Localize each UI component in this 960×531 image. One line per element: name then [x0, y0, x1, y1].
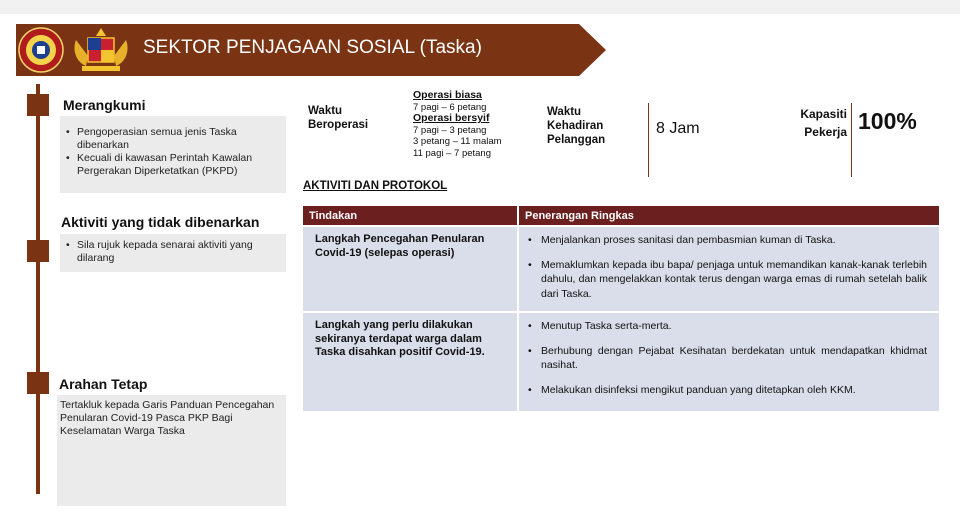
bersyif-time-3: 11 pagi – 7 petang	[413, 147, 492, 159]
list-item: • Kecuali di kawasan Perintah Kawalan Pergerakan Diperketatkan (PKPD)	[64, 152, 280, 178]
tidak-dibenarkan-box	[60, 234, 286, 272]
timeline-marker-2	[27, 240, 49, 262]
kapasiti-label-line2: Pekerja	[804, 125, 847, 139]
kehadiran-value: 8 Jam	[656, 120, 700, 137]
table-row	[303, 311, 939, 411]
table-header	[303, 206, 939, 225]
timeline-line	[36, 84, 40, 494]
kehadiran-label-line1: Waktu	[547, 106, 582, 118]
timeline-marker-1	[27, 94, 49, 116]
bersyif-time-2: 3 petang – 11 malam	[413, 136, 502, 147]
section-title-tidak-dibenarkan: Aktiviti yang tidak dibenarkan	[61, 214, 260, 230]
list-item: • Pengoperasian semua jenis Taska dibenarkan	[64, 126, 280, 152]
list-item: • Memaklumkan kepada ibu bapa/ penjaga untuk memandikan kanak-kanak terlebih dahulu, dan mengelakkan kontak terus dengan warga emas di rumah setelah balik dari Taska.	[527, 258, 927, 302]
list-item: • Berhubung dengan Pejabat Kesihatan berdekatan untuk mendapatkan khidmat nasihat.	[527, 344, 927, 373]
row-description	[517, 313, 939, 411]
kehadiran-label	[547, 105, 605, 147]
row-action: Langkah Pencegahan Penularan Covid-19 (selepas operasi)	[315, 233, 485, 259]
page-title: SEKTOR PENJAGAAN SOSIAL (Taska)	[143, 37, 482, 58]
protocol-table	[303, 206, 939, 411]
kapasiti-label	[792, 105, 847, 141]
list-item: • Menjalankan proses sanitasi dan pembasmian kuman di Taska.	[527, 233, 927, 248]
kehadiran-label-line3: Pelanggan	[547, 134, 606, 146]
waktu-label-line1: Waktu	[308, 105, 343, 117]
biasa-title: Operasi biasa	[413, 89, 482, 101]
list-item: • Menutup Taska serta-merta.	[527, 319, 927, 334]
row-description	[517, 227, 939, 311]
list-item: • Melakukan disinfeksi mengikut panduan yang ditetapkan oleh KKM.	[527, 383, 927, 398]
kapasiti-value: 100%	[858, 108, 917, 134]
kehadiran-label-line2: Kehadiran	[547, 120, 604, 132]
waktu-beroperasi-label	[308, 104, 368, 132]
divider-line	[648, 103, 649, 177]
list-item: • Sila rujuk kepada senarai aktiviti yang dilarang	[64, 239, 280, 265]
activities-title: AKTIVITI DAN PROTOKOL	[303, 180, 448, 192]
column-header: Penerangan Ringkas	[517, 206, 939, 225]
section-title-merangkumi: Merangkumi	[63, 97, 146, 113]
waktu-label-line2: Beroperasi	[308, 119, 369, 131]
bersyif-title: Operasi bersyif	[413, 112, 490, 124]
kapasiti-label-line1: Kapasiti	[800, 107, 847, 121]
column-header: Tindakan	[309, 210, 358, 222]
header-banner	[16, 24, 606, 76]
row-action: Langkah yang perlu dilakukan sekiranya terdapat warga dalam Taska disahkan positif Covid-19.	[315, 319, 485, 358]
operating-schedule	[413, 90, 502, 159]
arahan-tetap-box	[57, 395, 286, 506]
coat-of-arms-icon	[70, 26, 132, 74]
bersyif-time-1: 7 pagi – 3 petang	[413, 124, 487, 136]
timeline-marker-3	[27, 372, 49, 394]
section-title-arahan-tetap: Arahan Tetap	[59, 376, 148, 392]
divider-line	[851, 103, 852, 177]
arahan-tetap-text: Tertakluk kepada Garis Panduan Pencegahan Penularan Covid-19 Pasca PKP Bagi Keselamatan Warga Taska	[60, 399, 275, 437]
agency-logo-icon	[18, 27, 64, 73]
table-row	[303, 225, 939, 311]
merangkumi-box	[60, 116, 286, 193]
biasa-time: 7 pagi – 6 petang	[413, 101, 487, 113]
